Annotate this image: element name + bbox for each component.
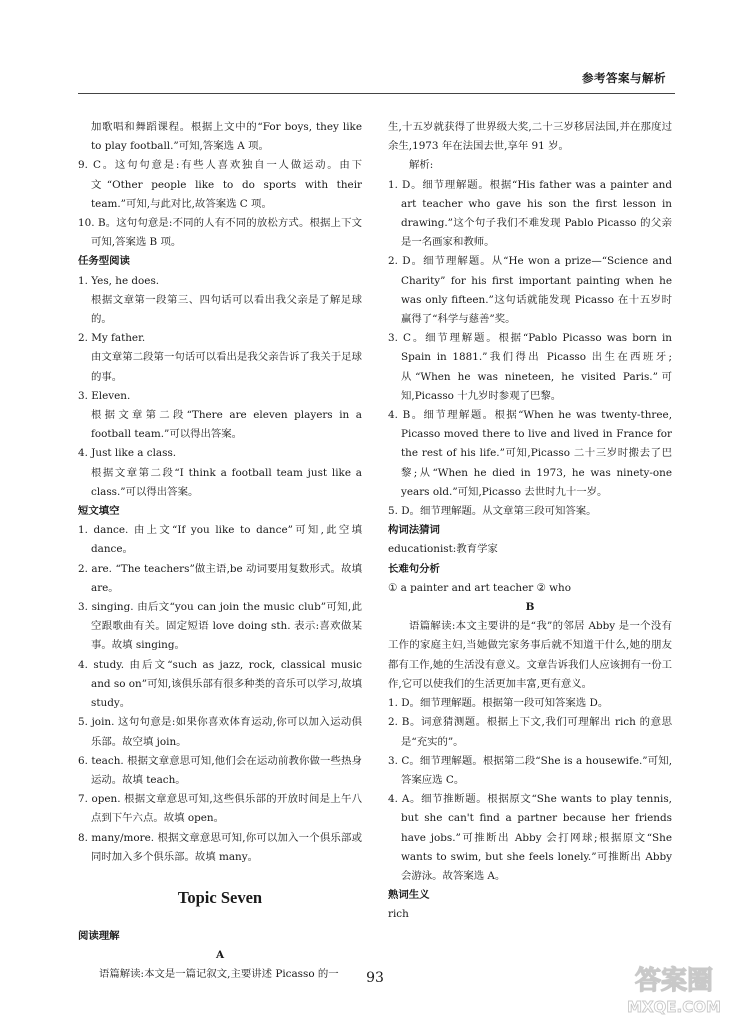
left-column-paragraph: 2. My father. xyxy=(78,332,146,345)
left-column-paragraph: 1. dance. 由上文“If you like to dance”可知,此空填 dance。 xyxy=(78,524,362,556)
right-column-paragraph: 语篇解读:本文主要讲的是“我”的邻居 Abby 是一个没有工作的家庭主妇,当她做完家务事后就不知道干什么,她的朋友都有工作,她的生活没有意义。文章告诉我们人应该拥有一份工作,它可以使我们的生活更加丰富,更有意义。 xyxy=(388,620,672,690)
left-column-paragraph: 根据文章第二段“There are eleven players in a football team.”可以得出答案。 xyxy=(91,409,362,441)
left-column-paragraph: 4. study. 由后文“such as jazz, rock, classical music and so on”可知,该俱乐部有很多种类的音乐可以学习,故填 study。 xyxy=(78,658,362,710)
right-column-paragraph: 1. D。细节理解题。根据“His father was a painter and art teacher who gave his son the first lesson in drawing.”这个句子我们不难发现 Pablo Picasso 的父亲是一名画家和教师。 xyxy=(388,178,672,249)
right-column-paragraph: 3. C。细节理解题。根据第二段“She is a housewife.”可知,答案应选 C。 xyxy=(388,754,672,786)
left-column-paragraph: 5. join. 这句句意是:如果你喜欢体育运动,你可以加入运动俱乐部。故空填 join。 xyxy=(78,716,362,748)
left-column-paragraph: 任务型阅读 xyxy=(78,255,130,268)
right-column-paragraph: 4. B。细节理解题。根据“When he was twenty-three, Picasso moved there to live and lived in France for the rest of his life.”可知,Picasso 二十三岁时搬去了巴黎;从“When he died in 1973, he was ninety-one years old.”可知,Picasso 去世时九十一岁。 xyxy=(388,409,672,498)
left-column-paragraph: 1. Yes, he does. xyxy=(78,274,160,287)
right-column-paragraph: 熟词生义 xyxy=(388,889,430,902)
left-column-paragraph: 3. singing. 由后文“you can join the music club”可知,此空跟歌曲有关。固定短语 love doing sth. 表示:喜欢做某事。故填 singing。 xyxy=(78,601,362,652)
right-column-paragraph: B xyxy=(525,601,535,614)
left-column-paragraph: 由文章第二段第一句话可以看出是我父亲告诉了我关于足球的事。 xyxy=(91,351,362,383)
left-column-paragraph: 根据文章第二段“I think a football team just like a class.”可以得出答案。 xyxy=(91,466,362,498)
svg-text:答案圈: 答案圈 xyxy=(634,966,714,996)
right-column-paragraph: 解析: xyxy=(409,159,434,172)
right-column-paragraph: educationist:教育学家 xyxy=(388,543,498,556)
right-column-paragraph: 2. B。词意猜测题。根据上下文,我们可理解出 rich 的意思是“充实的”。 xyxy=(388,716,672,748)
right-column-paragraph: 3. C。细节理解题。根据“Pablo Picasso was born in Spain in 1881.”我们得出 Picasso 出生在西班牙;从“When he was nineteen, he visited Paris.”可知,Picasso 十九岁时参观了巴黎。 xyxy=(388,332,672,402)
right-column-paragraph: 1. D。细节理解题。根据第一段可知答案选 D。 xyxy=(388,697,609,710)
right-column-paragraph: ① a painter and art teacher ② who xyxy=(388,581,571,594)
svg-text:MXQE.COM: MXQE.COM xyxy=(627,998,721,1016)
watermark-logo xyxy=(617,959,732,1019)
right-column-paragraph: 生,十五岁就获得了世界级大奖,二十三岁移居法国,并在那度过余生,1973 年在法国去世,享年 91 岁。 xyxy=(388,121,672,153)
right-column-paragraph: rich xyxy=(388,908,409,921)
left-column-paragraph: 10. B。这句句意是:不同的人有不同的放松方式。根据上下文可知,答案选 B 项。 xyxy=(78,217,362,249)
right-column-paragraph: 2. D。细节理解题。从“He won a prize—“Science and Charity” for his first important painting when he was only fifteen.”这句话就能发现 Picasso 在十五岁时赢得了“科学与慈善”奖。 xyxy=(388,255,672,326)
left-column-paragraph: 加歌唱和舞蹈课程。根据上文中的“For boys, they like to play football.”可知,答案选 A 项。 xyxy=(91,121,362,153)
left-column xyxy=(78,118,362,985)
left-column-paragraph: 6. teach. 根据文章意思可知,他们会在运动前教你做一些热身运动。故填 teach。 xyxy=(78,754,362,786)
left-column-paragraph: 9. C。这句句意是:有些人喜欢独自一人做运动。由下文“Other people like to do sports with their team.”可知,与此对比,故答案选 C 项。 xyxy=(78,159,362,210)
right-column-paragraph: 4. A。细节推断题。根据原文“She wants to play tennis, but she can't find a partner because her friends have jobs.”可推断出 Abby 会打网球;根据原文“She wants to swim, but she feels lonely.”可推断出 Abby 会游泳。故答案选 A。 xyxy=(388,793,672,882)
left-column-paragraph: 根据文章第一段第三、四句话可以看出我父亲是了解足球的。 xyxy=(91,293,362,326)
running-header-title: 参考答案与解析 xyxy=(582,71,666,85)
left-column-paragraph: 阅读理解 xyxy=(78,929,120,942)
left-column-paragraph: 3. Eleven. xyxy=(78,389,131,402)
left-column-paragraph: 4. Just like a class. xyxy=(78,447,177,460)
left-column-paragraph: 短文填空 xyxy=(78,505,120,518)
left-column-paragraph: 2. are. “The teachers”做主语,be 动词要用复数形式。故填 are。 xyxy=(78,562,362,594)
left-column-paragraph: 语篇解读:本文是一篇记叙文,主要讲述 Picasso 的一 xyxy=(99,968,339,981)
right-column-paragraph: 5. D。细节理解题。从文章第三段可知答案。 xyxy=(388,505,597,518)
left-column-paragraph: 8. many/more. 根据文章意思可知,你可以加入一个俱乐部或同时加入多个俱乐部。故填 many。 xyxy=(78,831,362,863)
header-rule xyxy=(78,93,675,94)
left-column-paragraph: 7. open. 根据文章意思可知,这些俱乐部的开放时间是上午八点到下午六点。故填 open。 xyxy=(78,793,362,825)
page-number: 93 xyxy=(366,970,384,986)
left-column-paragraph: Topic Seven xyxy=(177,887,263,907)
right-column-paragraph: 构词法猜词 xyxy=(388,524,440,537)
left-column-paragraph: A xyxy=(215,949,225,962)
right-column-paragraph: 长难句分析 xyxy=(388,562,440,575)
right-column xyxy=(388,118,672,925)
